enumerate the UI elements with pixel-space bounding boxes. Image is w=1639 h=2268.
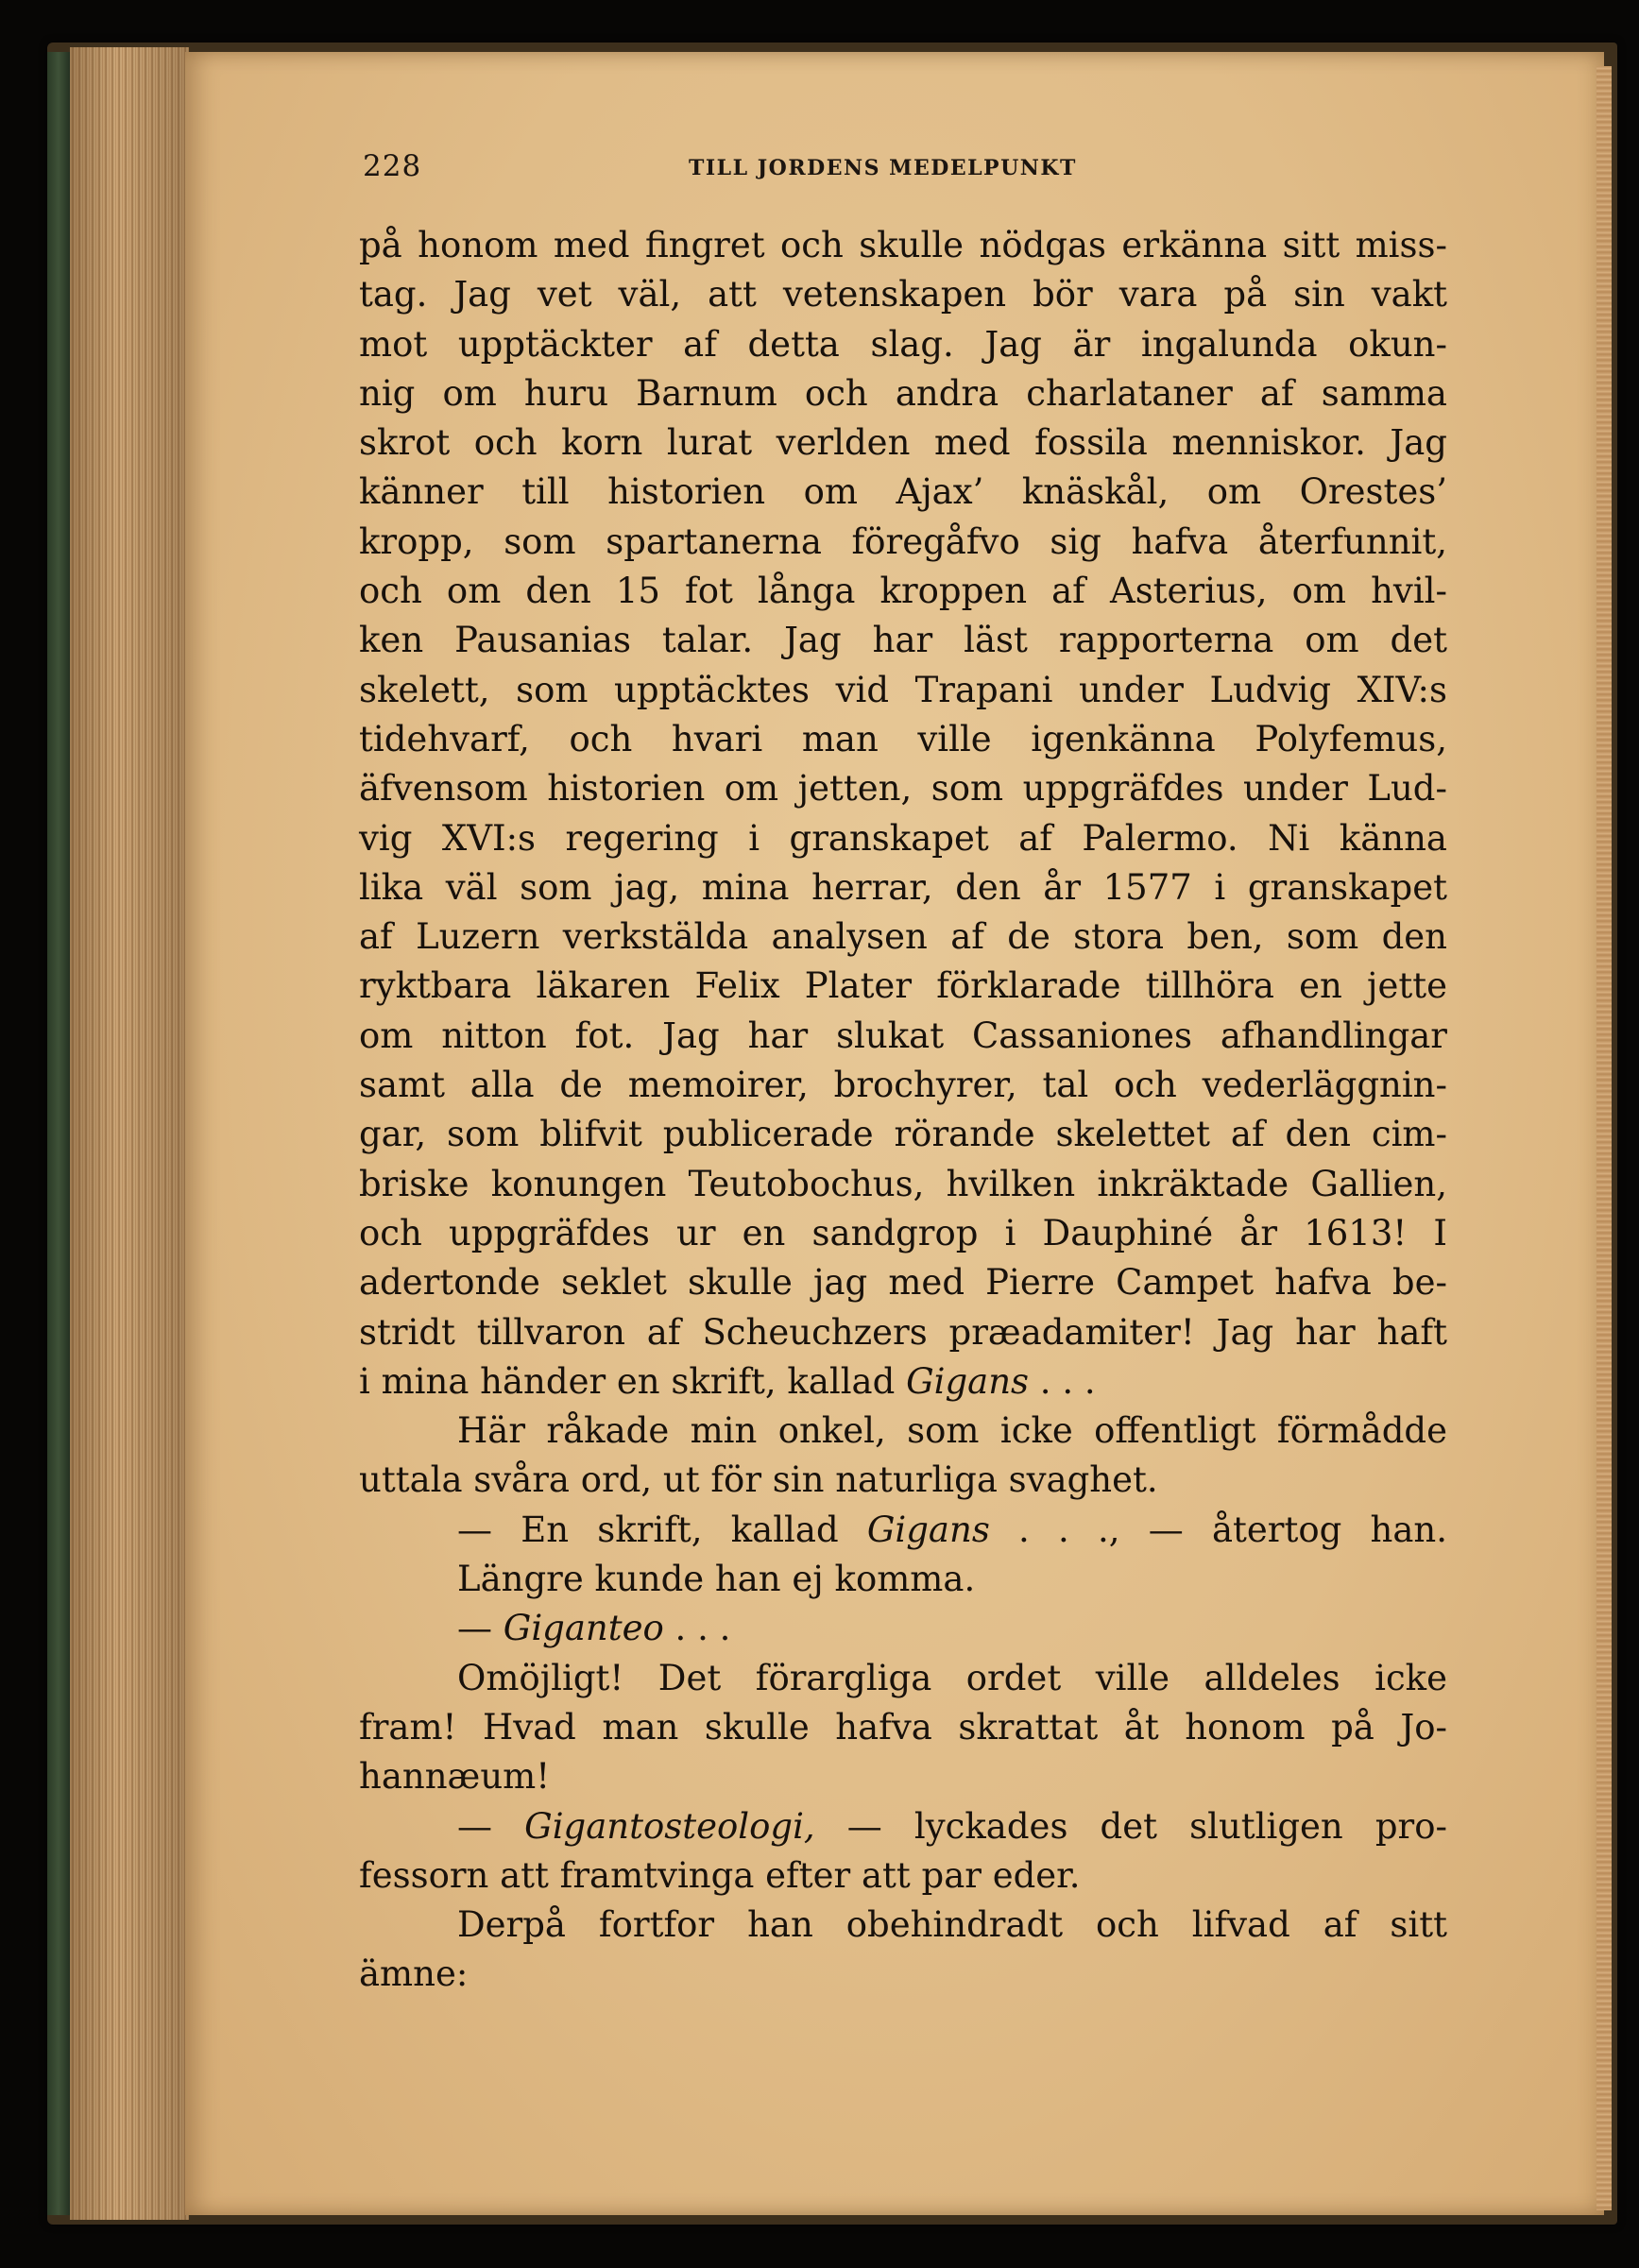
text-line: hannæum! <box>359 1756 551 1798</box>
text-line: uttala svåra ord, ut för sin naturliga svaghet. <box>359 1459 1158 1501</box>
text-line: och om den 15 fot långa kroppen af Asterius, om hvil- <box>359 571 1447 612</box>
text-line: ryktbara läkaren Felix Plater förklarade tillhöra en jette <box>359 965 1447 1007</box>
text-line: briske konungen Teutobochus, hvilken inkräktade Gallien, <box>359 1163 1447 1204</box>
text-line: stridt tillvaron af Scheuchzers præadamiter! Jag har haft <box>359 1311 1447 1353</box>
text-line: tidehvarf, och hvari man ville igenkänna Polyfemus, <box>359 718 1447 759</box>
text-line: skrot och korn lurat verlden med fossila menniskor. Jag <box>359 422 1447 464</box>
text-line: Här råkade min onkel, som icke offentligt förmådde <box>457 1410 1447 1452</box>
page-stack-shade <box>70 47 189 2220</box>
italic-word: Gigantosteologi, <box>524 1805 815 1847</box>
text-line: ämne: <box>359 1953 469 1995</box>
text-line: nig om huru Barnum och andra charlataner af samma <box>359 372 1447 414</box>
text-line: lika väl som jag, mina herrar, den år 1577 i granskapet <box>359 866 1447 908</box>
text-line: — Gigantosteologi, — lyckades det slutligen pro- <box>457 1805 1448 1847</box>
text-line: — En skrift, kallad Gigans . . ., — återtog han. <box>457 1509 1447 1550</box>
text-line: Omöjligt! Det förargliga ordet ville alldeles icke <box>457 1657 1447 1698</box>
text-line: Längre kunde han ej komma. <box>457 1559 976 1600</box>
book-cover-edge <box>47 52 70 2215</box>
text-line: ken Pausanias talar. Jag har läst rapporterna om det <box>359 620 1447 661</box>
italic-title: Gigans <box>866 1509 990 1550</box>
text-line: i mina händer en skrift, kallad Gigans . . . <box>359 1360 1096 1402</box>
text-line: äfvensom historien om jetten, som uppgräfdes under Lud- <box>359 768 1447 810</box>
italic-title: Gigans <box>906 1360 1030 1402</box>
text-line: kropp, som spartanerna föregåfvo sig hafva återfunnit, <box>359 520 1447 562</box>
running-title: TILL JORDENS MEDELPUNKT <box>689 156 1077 180</box>
right-page-edge <box>1596 66 1612 2210</box>
page-header <box>363 149 1477 187</box>
text-line: — Giganteo . . . <box>457 1608 731 1649</box>
text-line: mot upptäckter af detta slag. Jag är ingalunda okun- <box>359 323 1447 365</box>
text-line: om nitton fot. Jag har slukat Cassaniones afhandlingar <box>359 1015 1447 1056</box>
text-line: känner till historien om Ajax’ knäskål, om Orestes’ <box>359 471 1447 513</box>
text-line: skelett, som upptäcktes vid Trapani under Ludvig XIV:s <box>359 669 1447 710</box>
text-line: adertonde seklet skulle jag med Pierre Campet hafva be- <box>359 1262 1447 1304</box>
italic-word: Giganteo <box>503 1608 664 1649</box>
text-line: fessorn att framtvinga efter att par eder. <box>359 1854 1081 1896</box>
text-line: vig XVI:s regering i granskapet af Palermo. Ni känna <box>359 817 1447 859</box>
text-line: och uppgräfdes ur en sandgrop i Dauphiné år 1613! I <box>359 1212 1447 1253</box>
body-text <box>359 221 1447 2000</box>
text-line: fram! Hvad man skulle hafva skrattat åt honom på Jo- <box>359 1706 1447 1748</box>
text-line: Derpå fortfor han obehindradt och lifvad af sitt <box>457 1904 1447 1946</box>
text-line: af Luzern verkstälda analysen af de stora ben, som den <box>359 916 1447 958</box>
text-line: gar, som blifvit publicerade rörande skelettet af den cim- <box>359 1114 1447 1155</box>
page-number: 228 <box>363 149 422 183</box>
text-line: samt alla de memoirer, brochyrer, tal och vederläggnin- <box>359 1065 1447 1106</box>
text-line: på honom med fingret och skulle nödgas erkänna sitt miss- <box>359 225 1447 265</box>
text-line: tag. Jag vet väl, att vetenskapen bör vara på sin vakt <box>359 274 1447 315</box>
